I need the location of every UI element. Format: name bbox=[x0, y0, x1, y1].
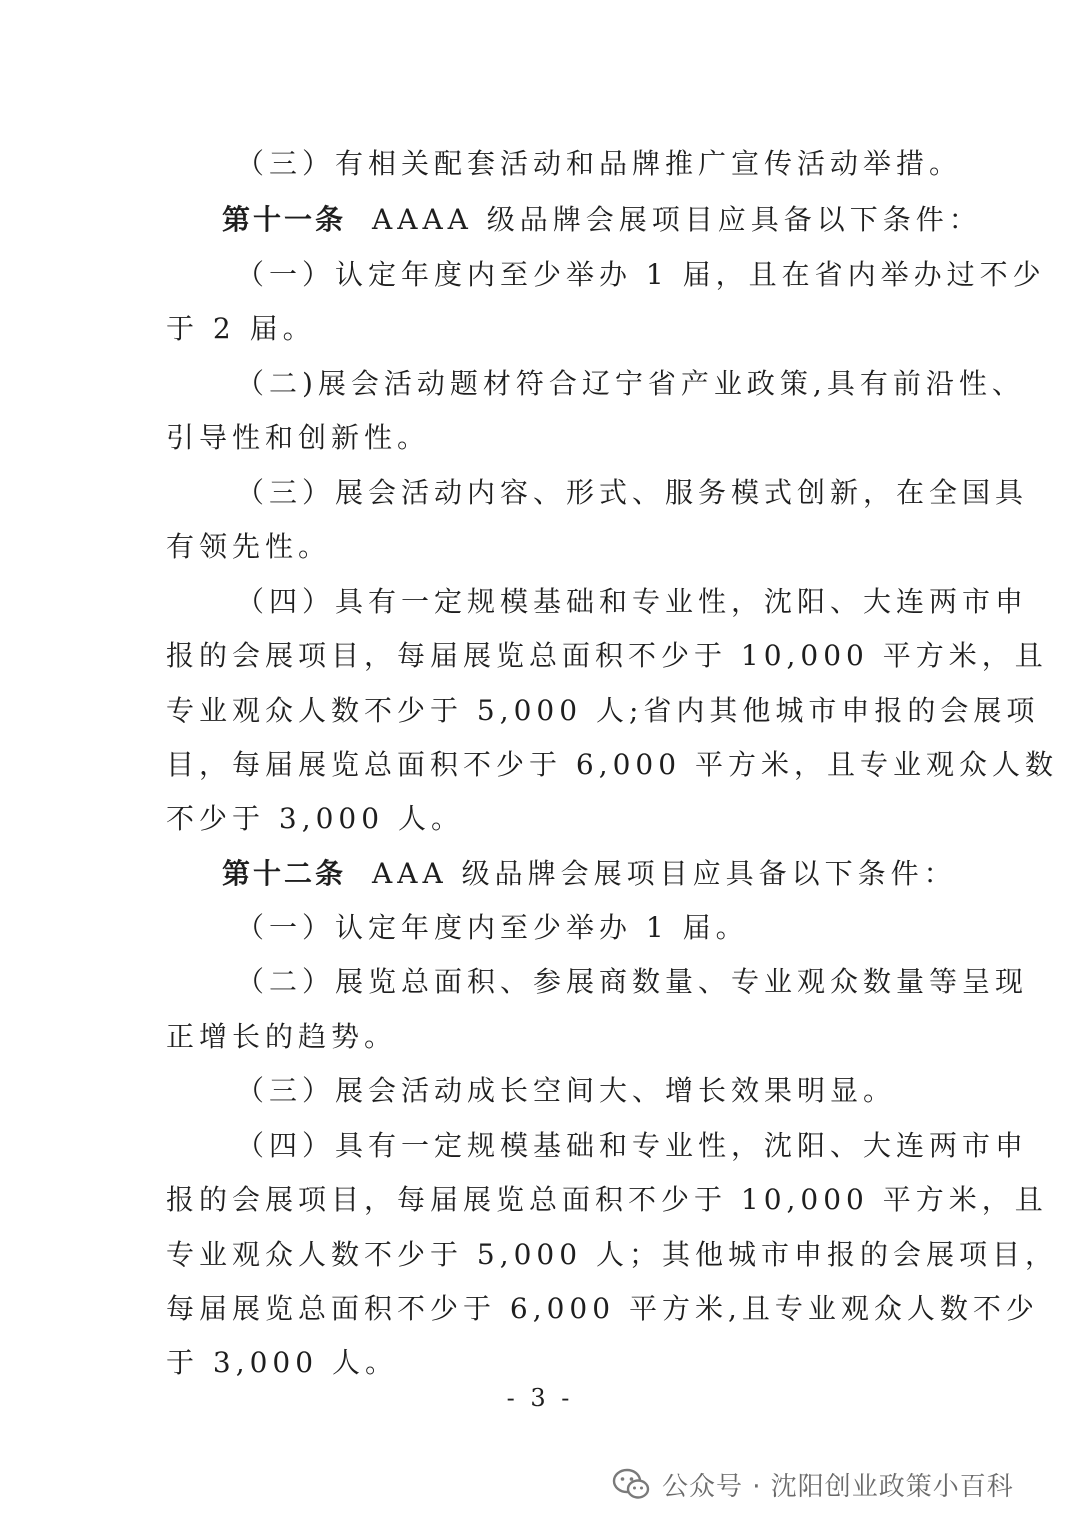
body-line: 专业观众人数不少于 5,000 人；其他城市申报的会展项目， bbox=[166, 1238, 1058, 1271]
body-line: 引导性和创新性。 bbox=[166, 421, 431, 454]
body-line: 于 2 届。 bbox=[166, 312, 316, 345]
body-line: （三）展会活动成长空间大、增长效果明显。 bbox=[236, 1074, 897, 1107]
body-line: 不少于 3,000 人。 bbox=[166, 802, 464, 835]
article-text: AAAA 级品牌会展项目应具备以下条件： bbox=[372, 203, 982, 236]
watermark-text: 公众号 · 沈阳创业政策小百科 bbox=[662, 1471, 1014, 1502]
article-line bbox=[222, 856, 957, 892]
body-line: 正增长的趋势。 bbox=[166, 1020, 398, 1053]
article-line bbox=[222, 202, 982, 238]
body-line: （一）认定年度内至少举办 1 届，且在省内举办过不少 bbox=[236, 258, 1046, 291]
body-line: 目，每届展览总面积不少于 6,000 平方米，且专业观众人数 bbox=[166, 748, 1058, 781]
wechat-icon bbox=[612, 1467, 650, 1501]
body-line: 报的会展项目，每届展览总面积不少于 10,000 平方米，且 bbox=[166, 639, 1048, 672]
article-text: AAA 级品牌会展项目应具备以下条件： bbox=[372, 857, 957, 890]
article-number: 第十一条 bbox=[222, 203, 347, 236]
body-line: 有领先性。 bbox=[166, 530, 332, 563]
body-line: （三）有相关配套活动和品牌推广宣传活动举措。 bbox=[236, 147, 963, 180]
watermark bbox=[612, 1462, 1014, 1506]
body-line: 于 3,000 人。 bbox=[166, 1346, 398, 1379]
page-number: - 3 - bbox=[506, 1384, 574, 1412]
body-line: （三）展会活动内容、形式、服务模式创新，在全国具 bbox=[236, 476, 1029, 509]
article-number: 第十二条 bbox=[222, 857, 347, 890]
body-line: 专业观众人数不少于 5,000 人;省内其他城市申报的会展项 bbox=[166, 694, 1040, 727]
body-line: （四）具有一定规模基础和专业性，沈阳、大连两市申 bbox=[236, 585, 1029, 618]
body-line: 每届展览总面积不少于 6,000 平方米,且专业观众人数不少 bbox=[166, 1292, 1039, 1325]
body-line: （二）展览总面积、参展商数量、专业观众数量等呈现 bbox=[236, 965, 1029, 998]
body-line: 报的会展项目，每届展览总面积不少于 10,000 平方米，且 bbox=[166, 1183, 1048, 1216]
body-line: （二)展会活动题材符合辽宁省产业政策,具有前沿性、 bbox=[236, 367, 1025, 400]
body-line: （一）认定年度内至少举办 1 届。 bbox=[236, 911, 749, 944]
body-line: （四）具有一定规模基础和专业性，沈阳、大连两市申 bbox=[236, 1129, 1029, 1162]
